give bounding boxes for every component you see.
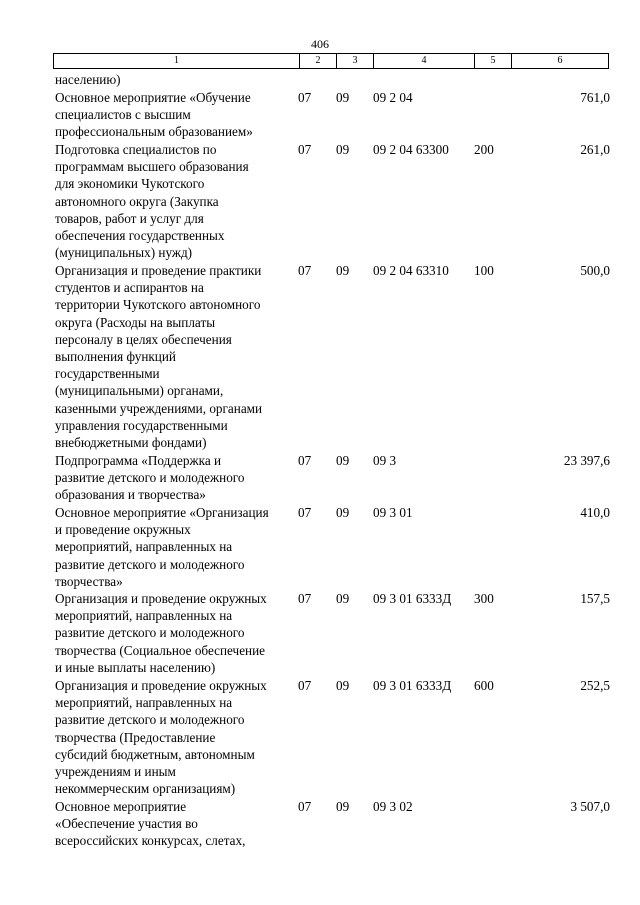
row-csr: 09 3 02	[373, 799, 413, 814]
row-name: Основное мероприятие «Организация и проведение окружных мероприятий, направленных на развитие детского и молодежного творчества»	[55, 505, 269, 589]
row-csr: 09 2 04 63300	[373, 142, 449, 157]
row-name: населению)	[55, 72, 121, 87]
row-sum: 500,0	[580, 263, 610, 278]
row-csr: 09 3 01	[373, 505, 413, 520]
row-sum: 761,0	[580, 90, 610, 105]
row-pr: 09	[336, 505, 350, 520]
row-rz: 07	[298, 263, 312, 278]
row-sum: 252,5	[580, 678, 610, 693]
row-sum: 3 507,0	[570, 799, 610, 814]
row-rz: 07	[298, 591, 312, 606]
row-pr: 09	[336, 453, 350, 468]
row-vr: 600	[474, 678, 494, 693]
row-csr: 09 3 01 6333Д	[373, 591, 452, 606]
row-csr: 09 3	[373, 453, 397, 468]
page-number: 406	[311, 37, 329, 51]
row-name: Основное мероприятие «Обеспечение участия во всероссийских конкурсах, слетах,	[55, 799, 246, 849]
row-rz: 07	[298, 453, 312, 468]
row-name: Основное мероприятие «Обучение специалистов с высшим профессиональным образованием»	[55, 90, 253, 140]
row-csr: 09 2 04	[373, 90, 413, 105]
row-name: Подготовка специалистов по программам высшего образования для экономики Чукотского автономного округа (Закупка товаров, работ и услуг для обеспечения государственных (муниципальных) нужд)	[55, 142, 249, 261]
row-name: Организация и проведение окружных мероприятий, направленных на развитие детского и молодежного творчества (Социальное обеспечение и иные выплаты населению)	[55, 591, 267, 675]
row-csr: 09 3 01 6333Д	[373, 678, 452, 693]
row-sum: 23 397,6	[563, 453, 610, 468]
table-header	[53, 53, 609, 69]
row-csr: 09 2 04 63310	[373, 263, 449, 278]
row-vr: 200	[474, 142, 494, 157]
header-col-4: 4	[373, 54, 474, 68]
row-name: Организация и проведение окружных мероприятий, направленных на развитие детского и молодежного творчества (Предоставление субсидий бюджетным, автономным учреждениям и иным некоммерческим организациям)	[55, 678, 267, 797]
header-col-2: 2	[299, 54, 336, 68]
row-pr: 09	[336, 678, 350, 693]
row-name: Подпрограмма «Поддержка и развитие детского и молодежного образования и творчества»	[55, 453, 245, 503]
row-sum: 261,0	[580, 142, 610, 157]
row-pr: 09	[336, 263, 350, 278]
row-rz: 07	[298, 678, 312, 693]
header-col-3: 3	[336, 54, 373, 68]
row-pr: 09	[336, 799, 350, 814]
row-rz: 07	[298, 505, 312, 520]
row-vr: 300	[474, 591, 494, 606]
header-col-5: 5	[474, 54, 511, 68]
row-pr: 09	[336, 591, 350, 606]
row-name: Организация и проведение практики студентов и аспирантов на территории Чукотского автономного округа (Расходы на выплаты персоналу в целях обеспечения выполнения функций государственными (муниципальными) органами, казенными учреждениями, органами управления государственными внебюджетными фондами)	[55, 263, 263, 451]
row-rz: 07	[298, 142, 312, 157]
row-sum: 157,5	[580, 591, 610, 606]
row-pr: 09	[336, 90, 350, 105]
row-rz: 07	[298, 90, 312, 105]
header-col-6: 6	[511, 54, 608, 68]
header-col-1: 1	[174, 55, 179, 66]
row-rz: 07	[298, 799, 312, 814]
row-vr: 100	[474, 263, 494, 278]
row-sum: 410,0	[580, 505, 610, 520]
row-pr: 09	[336, 142, 350, 157]
